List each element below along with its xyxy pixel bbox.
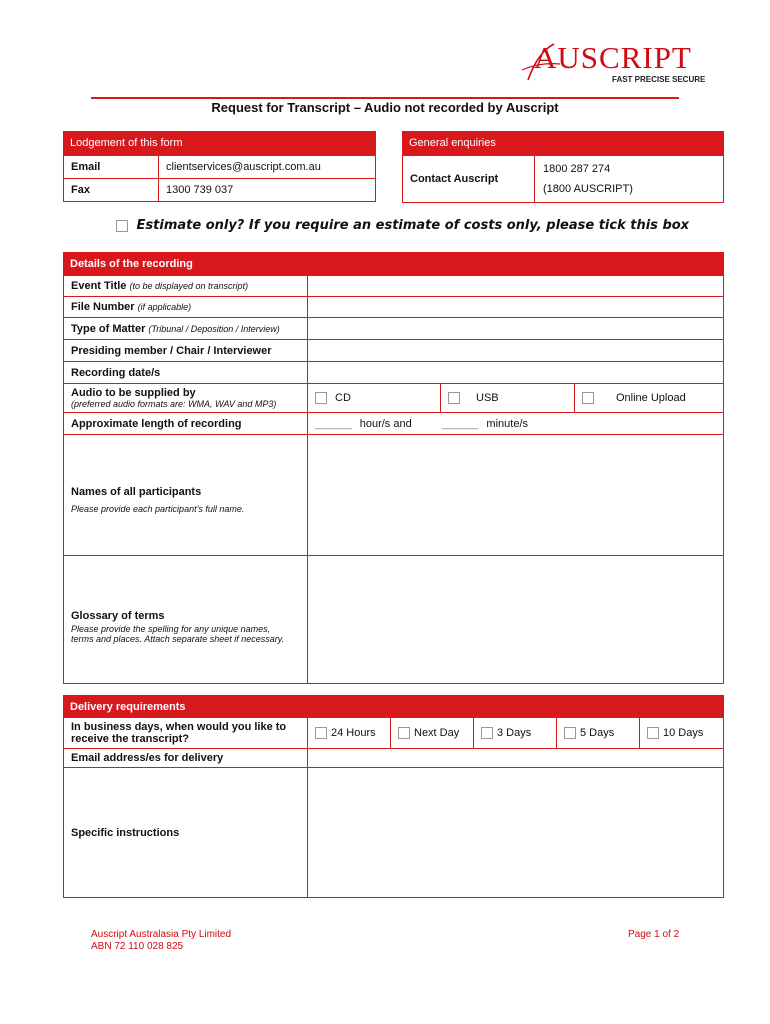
title-rule <box>91 97 679 99</box>
minutes-label: minute/s <box>486 417 528 430</box>
participants-label: Names of all participants Please provide each participant’s full name. <box>63 434 308 556</box>
delivery-3-option[interactable] <box>473 717 557 749</box>
footer-page: Page 1 of 2 <box>628 929 680 940</box>
estimate-row <box>116 218 689 233</box>
email-value[interactable]: clientservices@auscript.com.au <box>158 155 376 179</box>
delivery-5-checkbox[interactable] <box>564 727 576 739</box>
audio-usb-option[interactable] <box>440 383 575 413</box>
days-question-label: In business days, when would you like to receive the transcript? <box>63 717 308 749</box>
delivery-3-label: 3 Days <box>497 727 532 739</box>
delivery-3-checkbox[interactable] <box>481 727 493 739</box>
estimate-checkbox[interactable] <box>116 220 128 232</box>
minutes-blank[interactable]: ______ <box>441 417 479 430</box>
delivery-5-label: 5 Days <box>580 727 615 739</box>
upload-checkbox[interactable] <box>582 392 594 404</box>
recording-dates-input[interactable] <box>307 361 724 384</box>
email-label: Email <box>63 155 159 179</box>
presiding-label: Presiding member / Chair / Interviewer <box>63 339 308 362</box>
lodgement-header: Lodgement of this form <box>63 131 376 155</box>
contact-label: Contact Auscript <box>402 155 535 203</box>
cd-checkbox[interactable] <box>315 392 327 404</box>
approx-length-input[interactable] <box>307 412 724 435</box>
delivery-10-label: 10 Days <box>663 727 704 739</box>
type-of-matter-input[interactable] <box>307 317 724 340</box>
logo <box>520 42 705 86</box>
logo-brand: AUSCRIPT <box>534 40 692 75</box>
delivery-next-checkbox[interactable] <box>398 727 410 739</box>
glossary-input[interactable] <box>307 555 724 684</box>
file-number-input[interactable] <box>307 296 724 318</box>
approx-length-label: Approximate length of recording <box>63 412 308 435</box>
event-title-label: Event Title (to be displayed on transcript) <box>63 275 308 297</box>
usb-checkbox[interactable] <box>448 392 460 404</box>
file-number-label: File Number (if applicable) <box>63 296 308 318</box>
usb-label: USB <box>476 392 499 404</box>
type-of-matter-label: Type of Matter (Tribunal / Deposition / Interview) <box>63 317 308 340</box>
specific-instructions-input[interactable] <box>307 767 724 898</box>
delivery-24-label: 24 Hours <box>331 727 376 739</box>
delivery-next-option[interactable] <box>390 717 474 749</box>
specific-instructions-label: Specific instructions <box>63 767 308 898</box>
glossary-label: Glossary of terms Please provide the spelling for any unique names, terms and places. Attach separate sheet if necessary. <box>63 555 308 684</box>
email-delivery-input[interactable] <box>307 748 724 768</box>
delivery-10-checkbox[interactable] <box>647 727 659 739</box>
hours-label: hour/s and <box>359 417 412 430</box>
hours-blank[interactable]: ______ <box>315 417 352 430</box>
cd-label: CD <box>335 392 351 404</box>
audio-upload-option[interactable] <box>574 383 724 413</box>
delivery-24-option[interactable] <box>307 717 391 749</box>
participants-input[interactable] <box>307 434 724 556</box>
recording-dates-label: Recording date/s <box>63 361 308 384</box>
estimate-label: Estimate only? If you require an estimate of costs only, please tick this box <box>136 218 690 233</box>
phone-cell <box>534 155 724 203</box>
email-delivery-label: Email address/es for delivery <box>63 748 308 768</box>
enquiries-header: General enquiries <box>402 131 724 155</box>
upload-label: Online Upload <box>616 392 686 404</box>
fax-value: 1300 739 037 <box>158 178 376 202</box>
phone-number: 1800 287 274 <box>543 163 611 175</box>
delivery-next-label: Next Day <box>414 727 460 739</box>
delivery-5-option[interactable] <box>556 717 640 749</box>
fax-label: Fax <box>63 178 159 202</box>
recording-header: Details of the recording <box>63 252 724 275</box>
event-title-input[interactable] <box>307 275 724 297</box>
delivery-24-checkbox[interactable] <box>315 727 327 739</box>
footer-company: Auscript Australasia Pty Limited <box>91 929 232 940</box>
presiding-input[interactable] <box>307 339 724 362</box>
footer-abn: ABN 72 110 028 825 <box>91 941 184 952</box>
delivery-header: Delivery requirements <box>63 695 724 718</box>
audio-supplied-label: Audio to be supplied by (preferred audio formats are: WMA, WAV and MP3) <box>63 383 308 413</box>
page-title: Request for Transcript – Audio not recorded by Auscript <box>211 100 559 115</box>
logo-tagline: FAST PRECISE SECURE <box>612 75 706 84</box>
audio-cd-option[interactable] <box>307 383 441 413</box>
delivery-10-option[interactable] <box>639 717 724 749</box>
phone-number-alt: (1800 AUSCRIPT) <box>543 183 633 195</box>
